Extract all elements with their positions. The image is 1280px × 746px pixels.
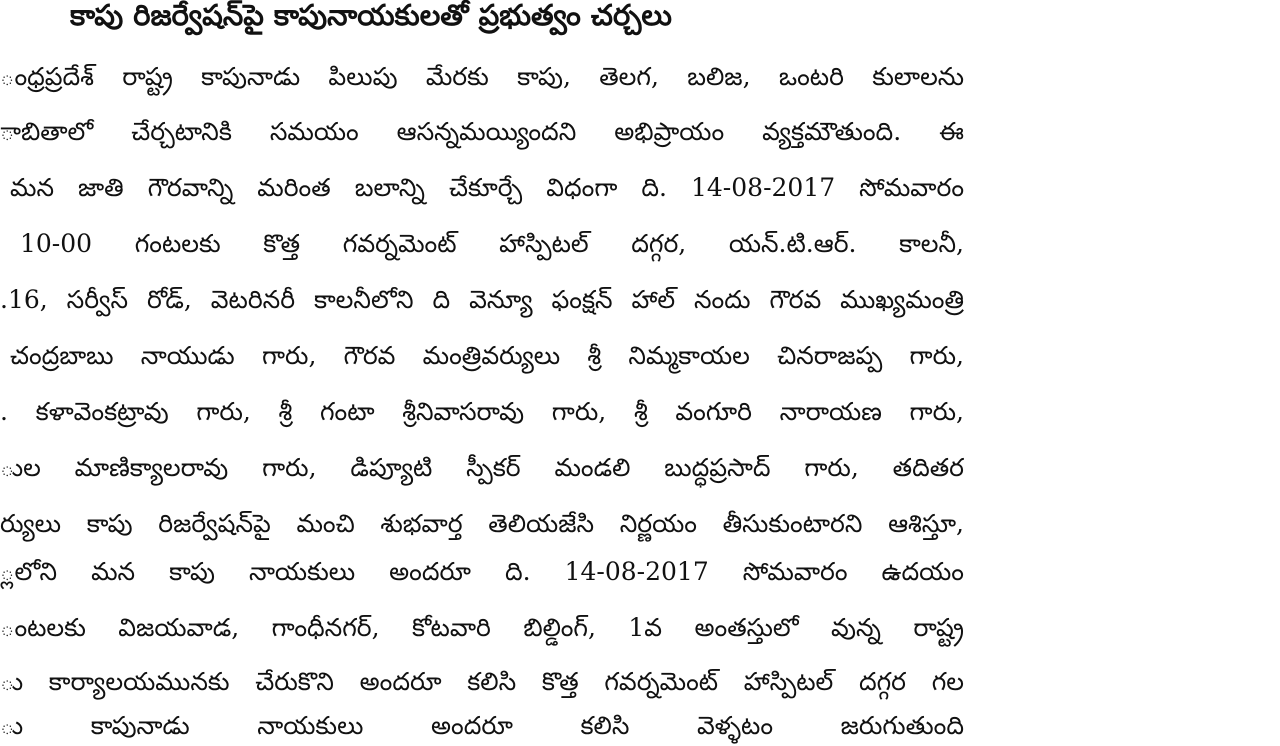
body-line: .16, సర్వీస్ రోడ్, వెటరినరీ కాలనీలోని ది వెన్యూ ఫంక్షన్ హాల్ నందు గౌరవ ముఖ్యమంత్రి [0, 285, 964, 314]
body-line: చంద్రబాబు నాయుడు గారు, గౌరవ మంత్రివర్యులు శ్రీ నిమ్మకాయల చినరాజప్ప గారు, [10, 341, 964, 370]
body-line: ంధ్రప్రదేశ్ రాష్ట్ర కాపునాడు పిలుపు మేరకు కాపు, తెలగ, బలిజ, ఒంటరి కులాలను [0, 62, 964, 91]
body-line: మన జాతి గౌరవాన్ని మరింత బలాన్ని చేకూర్చే విధంగా ది. 14-08-2017 సోమవారం [10, 173, 964, 202]
body-line: ర్యులు కాపు రిజర్వేషన్‌పై మంచి శుభవార్త తెలియజేసి నిర్ణయం తీసుకుంటారని ఆశిస్తూ, [0, 509, 964, 538]
body-line: ్లలోని మన కాపు నాయకులు అందరూ ది. 14-08-2017 సోమవారం ఉదయం [0, 557, 964, 586]
body-line: 10-00 గంటలకు కొత్త గవర్నమెంట్ హాస్పిటల్ దగ్గర, యన్.టి.ఆర్. కాలనీ, [20, 229, 964, 258]
body-line: ంటలకు విజయవాడ, గాంధీనగర్, కోటవారి బిల్డింగ్, 1వ అంతస్తులో వున్న రాష్ట్ర [0, 613, 964, 642]
body-line: ాబితాలో చేర్చటానికి సమయం ఆసన్నమయ్యిందని అభిప్రాయం వ్యక్తమౌతుంది. ఈ [0, 117, 964, 146]
body-line: ు కార్యాలయమునకు చేరుకొని అందరూ కలిసి కొత్త గవర్నమెంట్ హాస్పిటల్ దగ్గర గల [0, 667, 964, 696]
body-line: . కళావెంకట్రావు గారు, శ్రీ గంటా శ్రీనివాసరావు గారు, శ్రీ వంగూరి నారాయణ గారు, [0, 397, 964, 426]
document-title: కాపు రిజర్వేషన్‌పై కాపునాయకులతో ప్రభుత్వం చర్చలు [70, 0, 672, 32]
body-line: ు కాపునాడు నాయకులు అందరూ కలిసి వెళ్ళటం జరుగుతుంది [0, 711, 964, 740]
body-line: ుల మాణిక్యాలరావు గారు, డిప్యూటి స్పీకర్ మండలి బుద్ధప్రసాద్ గారు, తదితర [0, 453, 964, 482]
